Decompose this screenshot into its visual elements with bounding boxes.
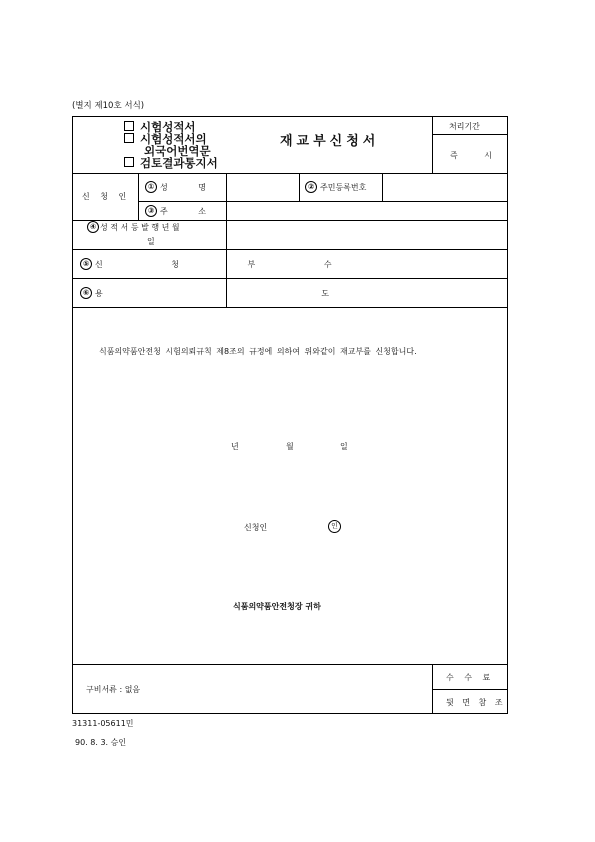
number-2-icon: ② bbox=[305, 181, 317, 193]
name-label: 성 명 bbox=[160, 183, 220, 192]
number-4-icon: ④ bbox=[87, 221, 99, 233]
processing-period-label: 처리기간 bbox=[449, 122, 480, 131]
applicant-section-label: 신 청 인 bbox=[82, 192, 131, 201]
issue-date-label: 성 적 서 등 발 행 년 월 bbox=[100, 223, 180, 232]
checkbox-test-report[interactable]: 시험성적서 bbox=[124, 121, 196, 133]
form-label: (별지 제10호 서식) bbox=[72, 101, 145, 111]
number-6-icon: ⑥ bbox=[80, 287, 92, 299]
rrn-label: 주민등록번호 bbox=[320, 183, 367, 192]
processing-period-value: 즉 시 bbox=[450, 151, 504, 160]
checkbox-review-result[interactable]: 검토결과통지서 bbox=[124, 157, 218, 169]
rrn-field[interactable] bbox=[383, 174, 507, 200]
form-code: 31311-05611민 bbox=[72, 719, 134, 728]
approval-date: 90. 8. 3. 승인 bbox=[75, 738, 127, 747]
signature-label: 신청인 bbox=[244, 523, 268, 532]
address-field[interactable] bbox=[227, 202, 507, 219]
name-field[interactable] bbox=[227, 174, 298, 200]
checkbox-box[interactable] bbox=[124, 157, 134, 167]
fee-note: 뒷 면 참 조 bbox=[446, 698, 506, 707]
purpose-label: 용 도 bbox=[95, 289, 437, 298]
number-1-icon: ① bbox=[145, 181, 157, 193]
seal-icon: 인 bbox=[328, 520, 341, 533]
fee-label: 수 수 료 bbox=[446, 673, 495, 682]
date-month: 월 bbox=[286, 442, 294, 451]
addressee: 식품의약품안전청장 귀하 bbox=[233, 602, 321, 611]
translation-label: 외국어번역문 bbox=[144, 144, 211, 158]
purpose-field[interactable] bbox=[227, 279, 507, 306]
number-3-icon: ③ bbox=[145, 205, 157, 217]
date-day: 일 bbox=[340, 442, 348, 451]
attachments-label: 구비서류 : 없음 bbox=[86, 685, 141, 694]
issue-date-field[interactable] bbox=[227, 221, 507, 248]
form-title: 재교부신청서 bbox=[280, 134, 380, 149]
application-statement: 식품의약품안전청 시험의뢰규칙 제8조의 규정에 의하여 위와같이 재교부를 신청합니다. bbox=[99, 347, 417, 356]
address-label: 주 소 bbox=[160, 207, 220, 216]
checkbox-test-report-translation[interactable]: 시험성적서의 bbox=[124, 133, 207, 145]
copies-field[interactable] bbox=[227, 250, 507, 277]
number-5-icon: ⑤ bbox=[80, 258, 92, 270]
copies-label: 신 청 부 수 bbox=[95, 260, 365, 269]
issue-date-label-day: 일 bbox=[147, 237, 155, 246]
checkbox-box[interactable] bbox=[124, 121, 134, 131]
checkbox-box[interactable] bbox=[124, 133, 134, 143]
date-year: 년 bbox=[231, 442, 239, 451]
